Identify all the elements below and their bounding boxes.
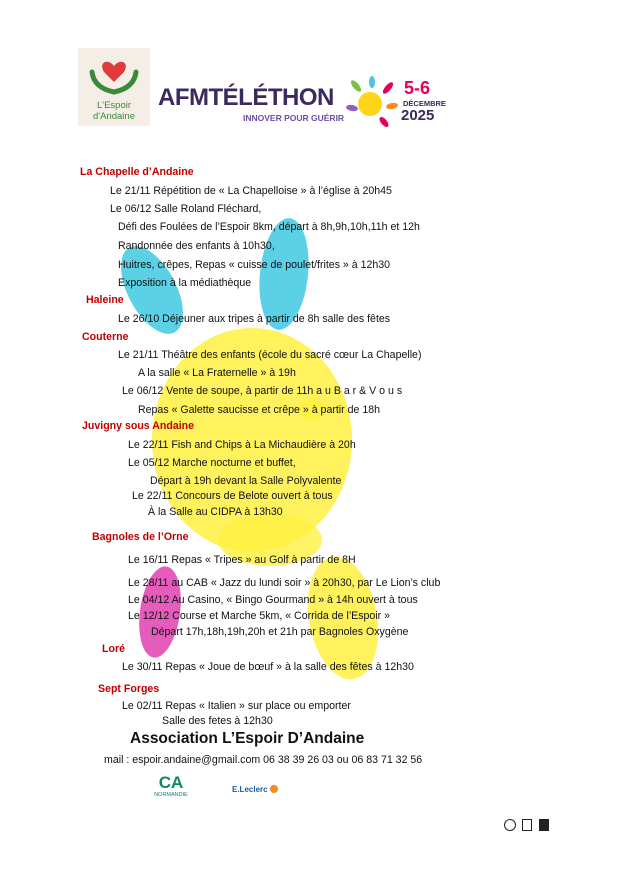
event-line: Le 30/11 Repas « Joue de bœuf » à la salle des fêtes à 12h30 — [122, 661, 414, 673]
event-line: Le 04/12 Au Casino, « Bingo Gourmand » à 14h ouvert à tous — [128, 594, 418, 606]
logo-text-line2: d'Andaine — [93, 111, 135, 122]
event-line: Le 26/10 Déjeuner aux tripes à partir de 8h salle des fêtes — [118, 313, 391, 325]
credit-agricole-region: NORMANDIE — [154, 792, 188, 798]
event-line: Le 28/11 au CAB « Jazz du lundi soir » à 20h30, par Le Lion’s club — [128, 577, 441, 589]
event-line: Le 02/11 Repas « Italien » sur place ou emporter — [122, 700, 351, 712]
logo-text-line1: L'Espoir — [96, 100, 132, 111]
leclerc-logo — [232, 785, 278, 794]
town-couterne: Couterne — [82, 331, 129, 343]
town-lore: Loré — [102, 643, 125, 655]
telethon-sun-icon — [346, 76, 398, 130]
town-la-chapelle-dandaine: La Chapelle d’Andaine — [80, 166, 194, 178]
document-icon — [522, 819, 532, 831]
event-line: Le 22/11 Concours de Belote ouvert à tous — [132, 490, 333, 502]
contact-info: mail : espoir.andaine@gmail.com 06 38 39 26 03 ou 06 83 71 32 56 — [104, 754, 423, 766]
association-name: Association L’Espoir D’Andaine — [130, 730, 365, 747]
bin-icon — [539, 819, 549, 831]
event-line: Le 22/11 Fish and Chips à La Michaudière à 20h — [128, 439, 356, 451]
event-year: 2025 — [401, 107, 435, 124]
event-line: Le 05/12 Marche nocturne et buffet, — [128, 457, 296, 469]
event-line: Départ 17h,18h,19h,20h et 21h par Bagnoles Oxygène — [151, 626, 409, 638]
event-line: Le 21/11 Théâtre des enfants (école du sacré cœur La Chapelle) — [118, 349, 422, 361]
credit-agricole-logo — [146, 774, 196, 804]
event-line: Salle des fetes à 12h30 — [162, 715, 273, 727]
hands-heart-icon — [78, 52, 150, 100]
event-month: DÉCEMBRE — [403, 99, 446, 108]
cyan-splash-left — [108, 236, 195, 343]
event-line: A la salle « La Fraternelle » à 19h — [138, 367, 296, 379]
espoir-andaine-logo — [78, 48, 150, 126]
event-line: Repas « Galette saucisse et crêpe » à partir de 18h — [138, 404, 381, 416]
event-dates: 5-6 — [404, 78, 431, 98]
event-line: Randonnée des enfants à 10h30, — [118, 240, 275, 252]
event-line: Le 06/12 Vente de soupe, à partir de 11h a u B a r & V o u s — [122, 385, 403, 397]
print-symbols — [504, 818, 549, 836]
town-sept-forges: Sept Forges — [98, 683, 160, 695]
town-bagnoles-de-lorne: Bagnoles de l’Orne — [92, 531, 189, 543]
event-line: Le 16/11 Repas « Tripes » au Golf à partir de 8H — [128, 554, 356, 566]
event-line: Exposition à la médiathèque — [118, 277, 252, 289]
event-line: Le 06/12 Salle Roland Fléchard, — [110, 203, 262, 215]
event-line: À la Salle au CIDPA à 13h30 — [148, 506, 283, 518]
event-line: Défi des Foulées de l’Espoir 8km, départ à 8h,9h,10h,11h et 12h — [118, 221, 420, 233]
recycle-icon — [504, 819, 516, 831]
credit-agricole-mark: CA — [158, 773, 184, 792]
event-line: Huitres, crêpes, Repas « cuisse de poulet/frites » à 12h30 — [118, 259, 391, 271]
leclerc-circle-icon — [270, 785, 278, 793]
afm-telethon-title: AFMTÉLÉTHON — [158, 84, 334, 111]
event-line: Départ à 19h devant la Salle Polyvalente — [150, 475, 342, 487]
afm-slogan: INNOVER POUR GUÉRIR — [243, 113, 345, 123]
town-juvigny-sous-andaine: Juvigny sous Andaine — [82, 420, 195, 432]
event-line: Le 12/12 Course et Marche 5km, « Corrida de l’Espoir » — [128, 610, 391, 622]
leclerc-text: E.Leclerc — [232, 785, 268, 794]
town-haleine: Haleine — [86, 294, 124, 306]
event-line: Le 21/11 Répétition de « La Chapelloise » à l’église à 20h45 — [110, 185, 392, 197]
